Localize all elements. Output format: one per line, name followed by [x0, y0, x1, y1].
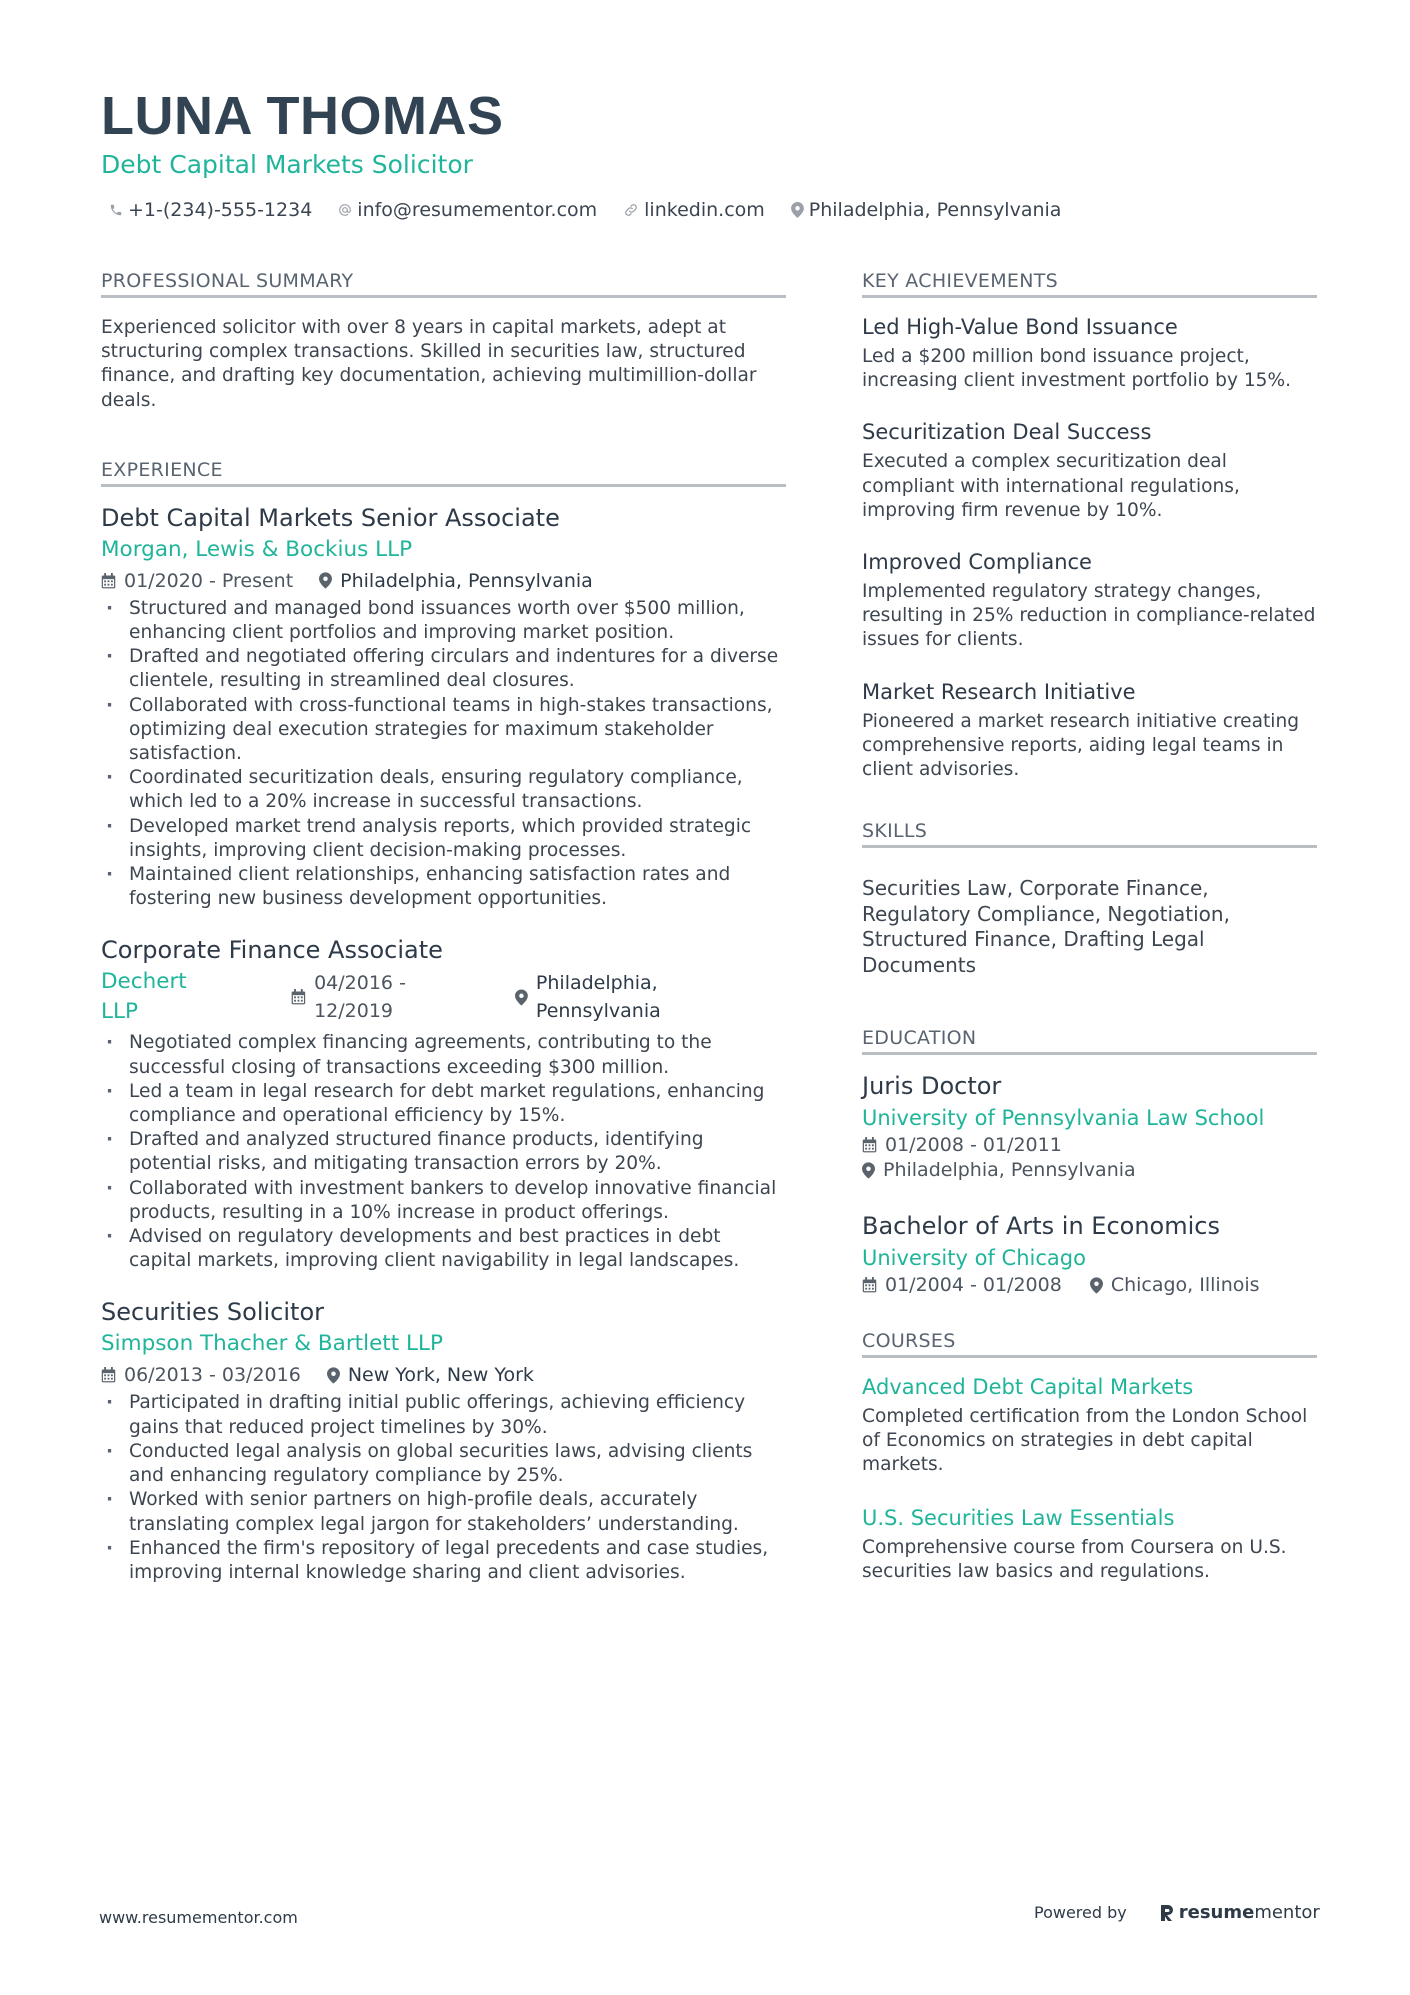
course-text: Comprehensive course from Coursera on U.S. securities law basics and regulations. — [862, 1537, 1287, 1583]
skills-text: Securities Law, Corporate Finance, Regulatory Compliance, Negotiation, Structured Finance, Drafting Legal Documents — [862, 876, 1230, 978]
contact-email — [338, 196, 597, 224]
job-location-text: New York, New York — [347, 1364, 534, 1387]
course-title: Advanced Debt Capital Markets — [862, 1374, 1194, 1399]
footer-website[interactable]: www.resumementor.com — [99, 1908, 298, 1927]
job-meta — [101, 567, 786, 595]
list-item: · Worked with senior partners on high-profile deals, accurately translating complex legal jargon for stakeholders’ understanding. — [101, 1488, 786, 1536]
job-title: Debt Capital Markets Senior Associate — [101, 503, 560, 532]
summary-section — [101, 268, 786, 413]
achievement-text: Executed a complex securitization deal compliant with international regulations, improving firm revenue by 10%. — [862, 451, 1240, 521]
list-item: · Maintained client relationships, enhancing satisfaction rates and fostering new business development opportunities. — [101, 863, 786, 911]
education-heading: EDUCATION — [862, 1025, 1317, 1055]
job-location — [327, 1361, 534, 1389]
job-location-text: Philadelphia, Pennsylvania — [535, 972, 661, 1023]
achievements-section — [862, 268, 1317, 782]
brand-logo[interactable] — [1159, 1902, 1320, 1923]
summary-heading: PROFESSIONAL SUMMARY — [101, 268, 786, 298]
education-degree: Bachelor of Arts in Economics — [862, 1211, 1220, 1240]
job-company: Dechert LLP — [101, 969, 187, 1025]
course-item — [862, 1372, 1317, 1478]
calendar-icon — [101, 1367, 116, 1383]
achievement-item — [862, 677, 1317, 783]
calendar-icon — [101, 573, 116, 589]
list-item: · Developed market trend analysis reports, which provided strategic insights, improving client decision-making processes. — [101, 815, 786, 863]
brand-light-text: mentor — [1254, 1902, 1320, 1923]
skills-heading: SKILLS — [862, 818, 1317, 848]
education-school: University of Pennsylvania Law School — [862, 1105, 1265, 1130]
job-meta — [291, 969, 786, 1025]
at-icon — [338, 203, 352, 217]
phone-text: +1-(234)-555-1234 — [128, 199, 313, 221]
job-location-text: Philadelphia, Pennsylvania — [340, 569, 593, 592]
list-item: · Collaborated with investment bankers to develop innovative financial products, resulting in a 10% increase in product offerings. — [101, 1177, 786, 1225]
education-item — [862, 1069, 1317, 1183]
right-column — [862, 268, 1317, 1611]
contact-linkedin — [623, 196, 765, 224]
achievement-title: Securitization Deal Success — [862, 420, 1152, 445]
list-item: · Negotiated complex financing agreements, contributing to the successful closing of transactions exceeding $300 million. — [101, 1031, 786, 1079]
list-item: · Drafted and analyzed structured finance products, identifying potential risks, and mitigating transaction errors by 20%. — [101, 1128, 786, 1176]
education-location-text: Chicago, Illinois — [1110, 1273, 1260, 1296]
location-pin-icon — [515, 989, 528, 1006]
course-title: U.S. Securities Law Essentials — [862, 1506, 1175, 1531]
education-location — [862, 1158, 1317, 1183]
list-item: · Advised on regulatory developments and best practices in debt capital markets, improving client navigability in legal landscapes. — [101, 1225, 786, 1273]
powered-by-label: Powered by — [1034, 1903, 1127, 1922]
education-location-text: Philadelphia, Pennsylvania — [883, 1158, 1136, 1181]
achievements-heading: KEY ACHIEVEMENTS — [862, 268, 1317, 298]
phone-icon — [109, 203, 123, 217]
education-section — [862, 1025, 1317, 1298]
job-company: Simpson Thacher & Bartlett LLP — [101, 1331, 443, 1357]
achievement-text: Led a $200 million bond issuance project, increasing client investment portfolio by 15%. — [862, 346, 1292, 392]
job-bullets — [101, 1031, 786, 1273]
contact-location — [791, 196, 1062, 224]
candidate-title: Debt Capital Markets Solicitor — [101, 150, 473, 179]
education-dates-text: 01/2004 - 01/2008 — [885, 1273, 1062, 1296]
calendar-icon — [291, 989, 306, 1005]
left-column — [101, 268, 786, 1607]
brand-bold-text: resume — [1178, 1902, 1255, 1923]
job-title: Securities Solicitor — [101, 1298, 324, 1327]
list-item: · Collaborated with cross-functional teams in high-stakes transactions, optimizing deal execution strategies for maximum stakeholder satisfaction. — [101, 694, 786, 767]
education-item — [862, 1209, 1317, 1298]
link-icon — [623, 202, 639, 218]
job-entry — [101, 933, 786, 1273]
list-item: · Drafted and negotiated offering circulars and indentures for a diverse clientele, resulting in streamlined deal closures. — [101, 645, 786, 693]
course-item — [862, 1503, 1317, 1584]
education-meta — [862, 1273, 1317, 1298]
job-company: Morgan, Lewis & Bockius LLP — [101, 536, 413, 562]
achievement-item — [862, 417, 1317, 523]
job-dates — [291, 969, 489, 1025]
achievement-title: Led High-Value Bond Issuance — [862, 315, 1178, 339]
location-text: Philadelphia, Pennsylvania — [808, 199, 1062, 221]
skills-section — [862, 818, 1317, 978]
contact-phone — [109, 196, 312, 224]
job-dates — [101, 567, 293, 595]
job-dates-text: 04/2016 - 12/2019 — [314, 972, 406, 1023]
experience-section — [101, 457, 786, 1585]
job-entry — [101, 1295, 786, 1585]
job-meta — [101, 1361, 786, 1389]
summary-text: Experienced solicitor with over 8 years in capital markets, adept at structuring complex transactions. Skilled in securities law, structured finance, and drafting key documentation, achieving multimillion-dollar deals. — [101, 317, 757, 411]
courses-section — [862, 1328, 1317, 1585]
job-entry — [101, 501, 786, 912]
job-company-row — [101, 967, 786, 1027]
location-pin-icon — [791, 202, 804, 218]
job-dates-text: 06/2013 - 03/2016 — [124, 1364, 301, 1387]
list-item: · Led a team in legal research for debt market regulations, enhancing compliance and operational efficiency by 15%. — [101, 1080, 786, 1128]
job-location — [515, 969, 786, 1025]
calendar-icon — [862, 1137, 877, 1153]
calendar-icon — [862, 1277, 877, 1293]
education-school: University of Chicago — [862, 1245, 1086, 1270]
job-bullets — [101, 597, 786, 912]
course-text: Completed certification from the London School of Economics on strategies in debt capital markets. — [862, 1405, 1308, 1476]
achievement-title: Market Research Initiative — [862, 679, 1136, 704]
achievement-item — [862, 312, 1317, 393]
location-pin-icon — [319, 572, 332, 589]
achievement-item — [862, 547, 1317, 653]
email-text: info@resumementor.com — [357, 199, 598, 221]
location-pin-icon — [1090, 1277, 1103, 1294]
courses-heading: COURSES — [862, 1328, 1317, 1358]
contact-row — [101, 196, 1321, 224]
achievement-title: Improved Compliance — [862, 550, 1092, 575]
location-pin-icon — [862, 1162, 875, 1179]
resume-header — [101, 84, 1321, 224]
resumementor-logo-icon — [1159, 1903, 1175, 1923]
experience-heading: EXPERIENCE — [101, 457, 786, 487]
job-title: Corporate Finance Associate — [101, 936, 443, 965]
location-pin-icon — [327, 1367, 340, 1384]
education-degree: Juris Doctor — [862, 1071, 1002, 1100]
job-dates — [101, 1361, 301, 1389]
linkedin-text: linkedin.com — [644, 199, 765, 221]
candidate-name: LUNA THOMAS — [101, 86, 504, 146]
education-dates-text: 01/2008 - 01/2011 — [885, 1133, 1062, 1156]
list-item: · Participated in drafting initial public offerings, achieving efficiency gains that reduced project timelines by 30%. — [101, 1391, 786, 1439]
list-item: · Enhanced the firm's repository of legal precedents and case studies, improving internal knowledge sharing and client advisories. — [101, 1537, 786, 1585]
job-location — [319, 567, 593, 595]
footer-powered-by — [1034, 1902, 1320, 1923]
list-item: · Structured and managed bond issuances worth over $500 million, enhancing client portfolios and improving market position. — [101, 597, 786, 645]
list-item: · Coordinated securitization deals, ensuring regulatory compliance, which led to a 20% increase in successful transactions. — [101, 766, 786, 814]
job-dates-text: 01/2020 - Present — [124, 569, 294, 592]
achievement-text: Pioneered a market research initiative creating comprehensive reports, aiding legal teams in client advisories. — [862, 710, 1300, 781]
achievement-text: Implemented regulatory strategy changes, resulting in 25% reduction in compliance-related issues for clients. — [862, 581, 1316, 651]
list-item: · Conducted legal analysis on global securities laws, advising clients and enhancing regulatory compliance by 25%. — [101, 1440, 786, 1488]
education-dates — [862, 1133, 1317, 1158]
job-bullets — [101, 1391, 786, 1585]
